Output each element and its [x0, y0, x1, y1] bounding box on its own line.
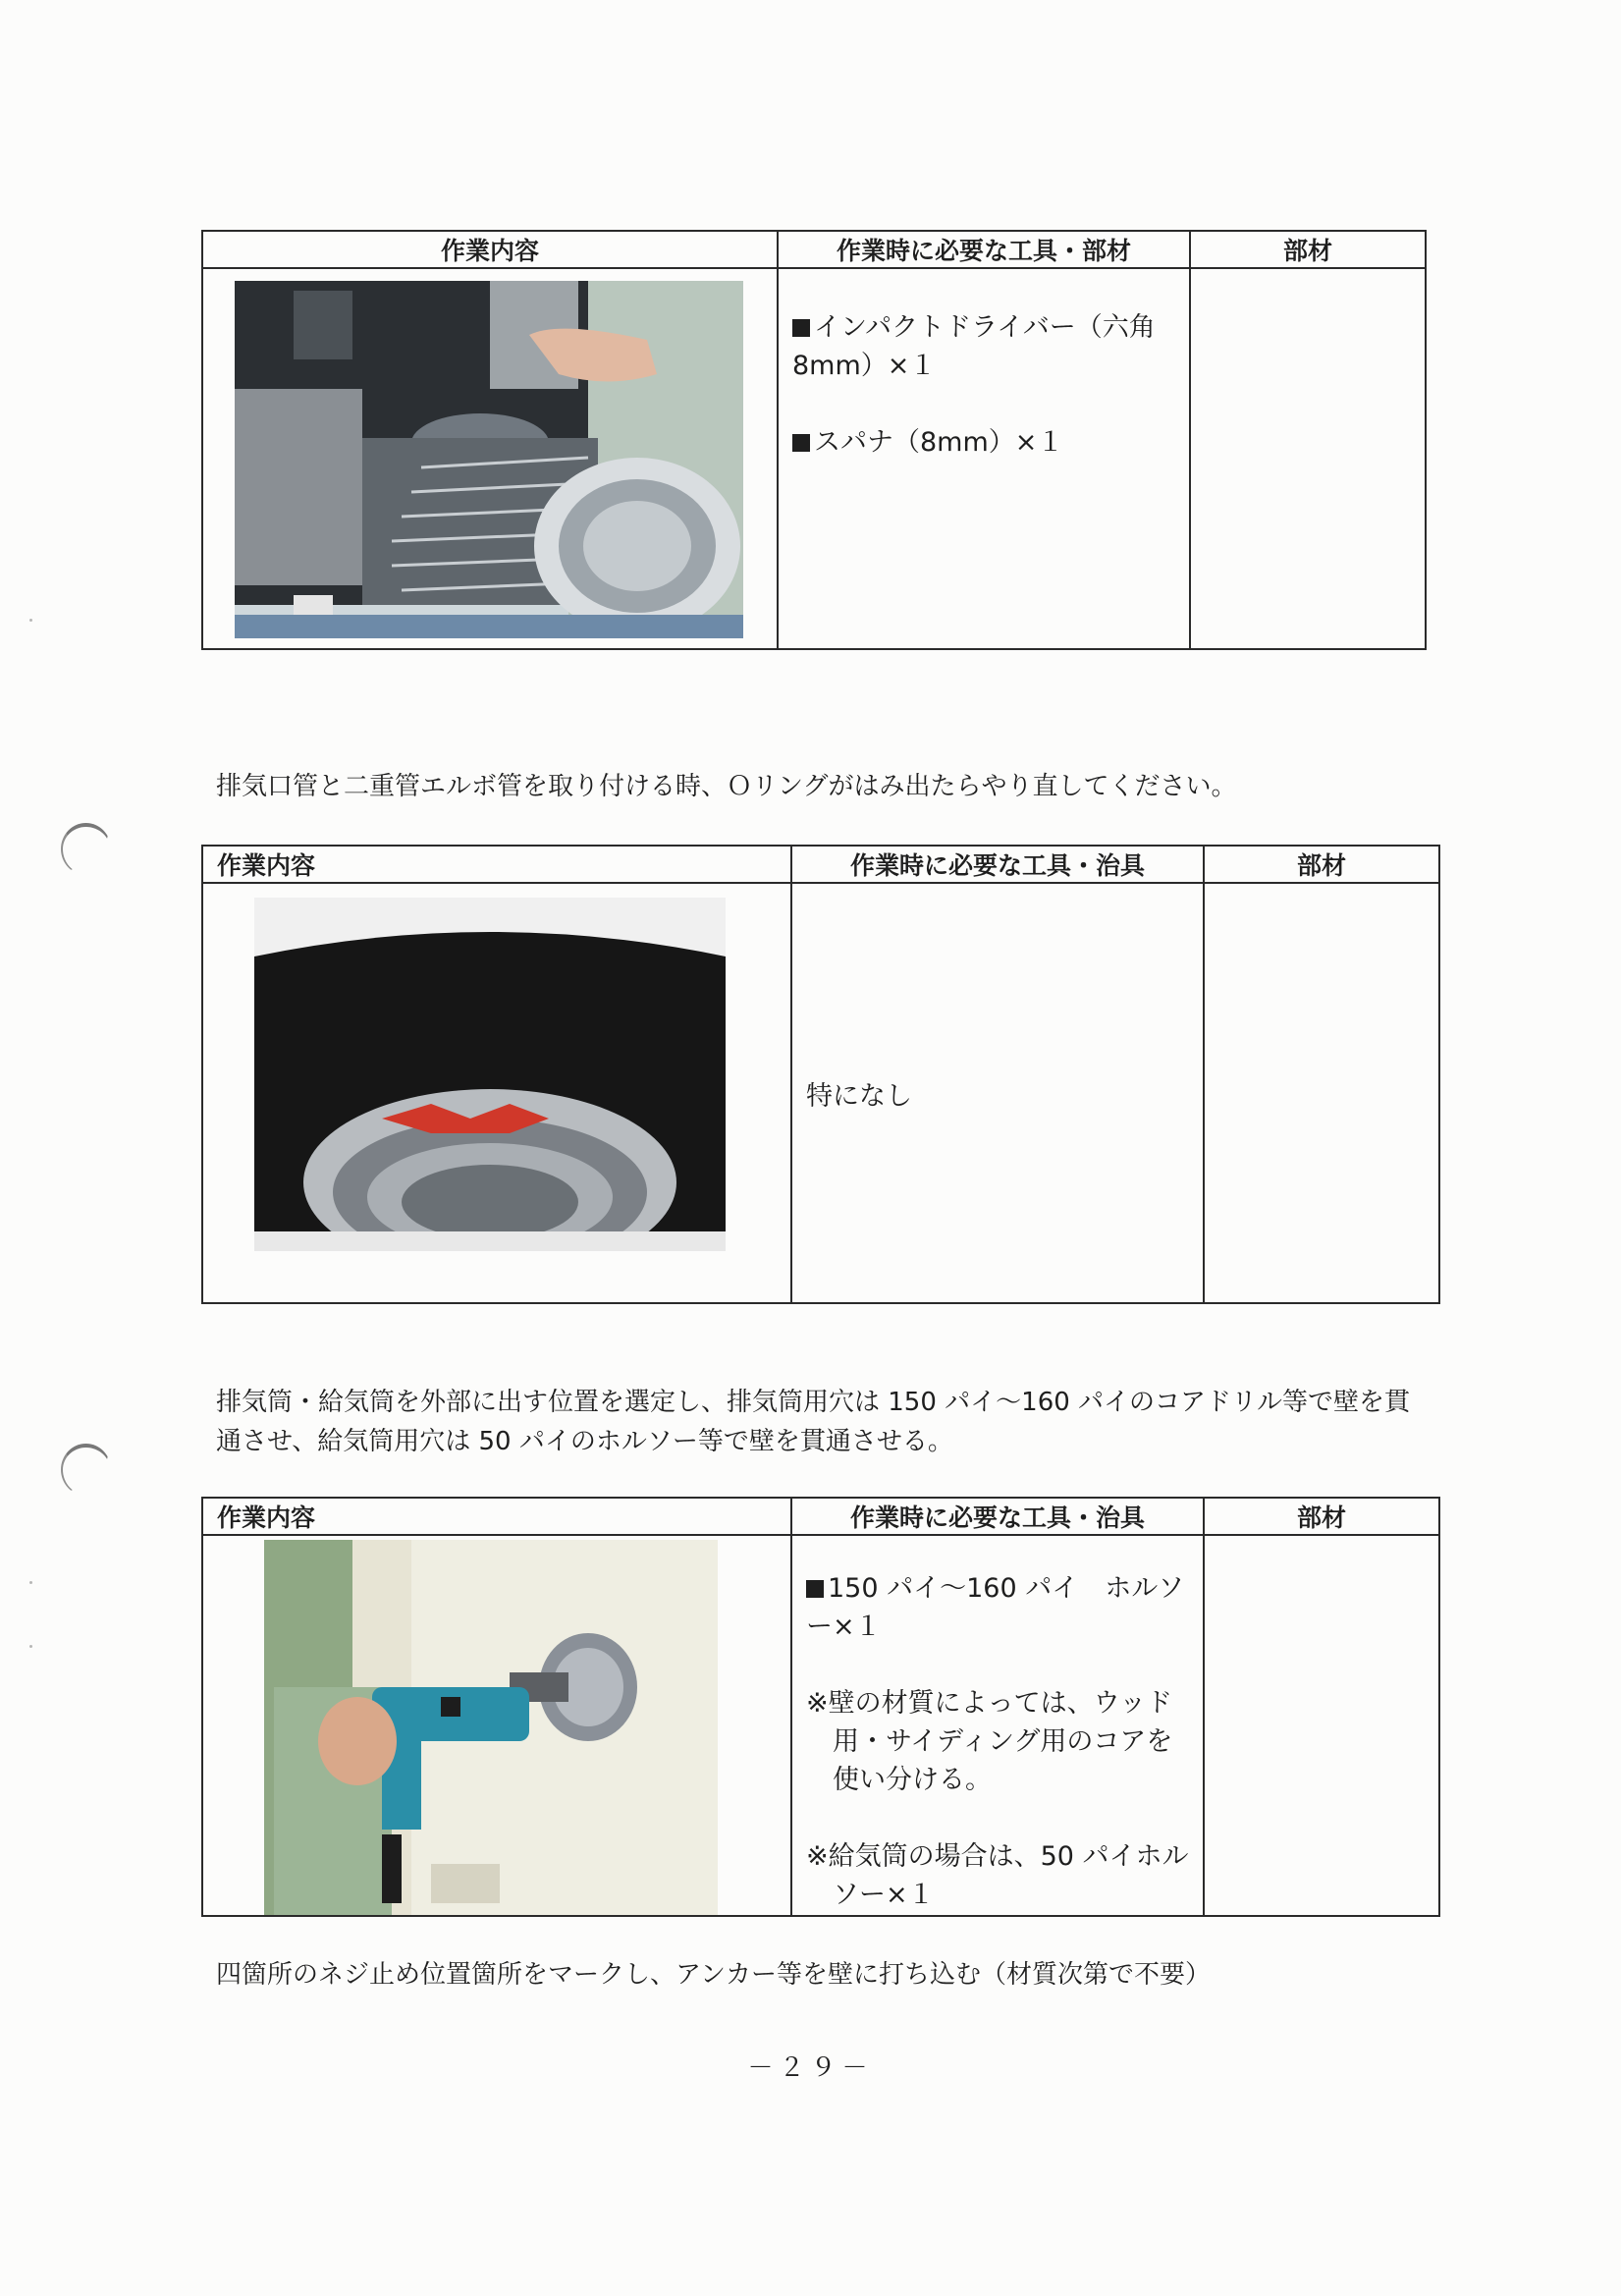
scan-speck	[29, 619, 32, 622]
page-number: －２９－	[747, 2053, 874, 2083]
instruction-paragraph: 排気口管と二重管エルボ管を取り付ける時、Ｏリングがはみ出たらやり直してください。	[216, 772, 1237, 801]
header-materials: 部材	[1204, 846, 1439, 883]
instruction-paragraph: 四箇所のネジ止め位置箇所をマークし、アンカー等を壁に打ち込む（材質次第で不要）	[216, 1960, 1211, 1990]
materials-cell	[1204, 883, 1439, 1303]
header-tools: 作業時に必要な工具・治具	[791, 1498, 1204, 1535]
punch-hole-mark	[61, 823, 111, 875]
work-table-1	[201, 230, 1427, 650]
black-square-bullet-icon	[806, 1580, 824, 1598]
black-square-bullet-icon	[792, 319, 810, 337]
tools-cell	[791, 883, 1204, 1303]
scan-speck	[29, 1581, 32, 1584]
tools-cell	[791, 1535, 1204, 1916]
header-materials: 部材	[1190, 231, 1426, 268]
photo-cell	[202, 1535, 791, 1916]
materials-cell	[1204, 1535, 1439, 1916]
photo-cell	[202, 268, 778, 649]
header-tools: 作業時に必要な工具・部材	[778, 231, 1190, 268]
tool-note: ※給気筒の場合は、50 パイホルソー×１	[806, 1841, 1189, 1910]
tool-item: インパクトドライバー（六角 8mm）×１	[792, 312, 1156, 381]
instruction-paragraph: 排気筒・給気筒を外部に出す位置を選定し、排気筒用穴は 150 パイ～160 パイのコアドリル等で壁を貫通させ、給気筒用穴は 50 パイのホルソー等で壁を貫通させる。	[216, 1388, 1411, 1456]
photo-o-ring-check	[254, 898, 726, 1251]
scan-speck	[29, 1645, 32, 1648]
photo-cell	[202, 883, 791, 1303]
header-work-content: 作業内容	[202, 231, 778, 268]
work-table-2	[201, 845, 1440, 1304]
punch-hole-mark	[61, 1444, 111, 1496]
tools-none-text: 特になし	[806, 1080, 912, 1112]
header-materials: 部材	[1204, 1498, 1439, 1535]
tool-note: ※壁の材質によっては、ウッド用・サイディング用のコアを使い分ける。	[806, 1688, 1173, 1795]
photo-exhaust-pipe-install	[235, 281, 743, 638]
header-work-content: 作業内容	[202, 1498, 791, 1535]
work-table-3	[201, 1497, 1440, 1917]
header-tools: 作業時に必要な工具・治具	[791, 846, 1204, 883]
materials-cell	[1190, 268, 1426, 649]
header-work-content: 作業内容	[202, 846, 791, 883]
tool-item: 150 パイ～160 パイ ホルソー×１	[806, 1573, 1185, 1642]
tools-cell	[778, 268, 1190, 649]
tool-item: スパナ（8mm）×１	[792, 423, 1177, 462]
black-square-bullet-icon	[792, 434, 810, 452]
photo-core-drilling-wall	[264, 1540, 718, 1915]
